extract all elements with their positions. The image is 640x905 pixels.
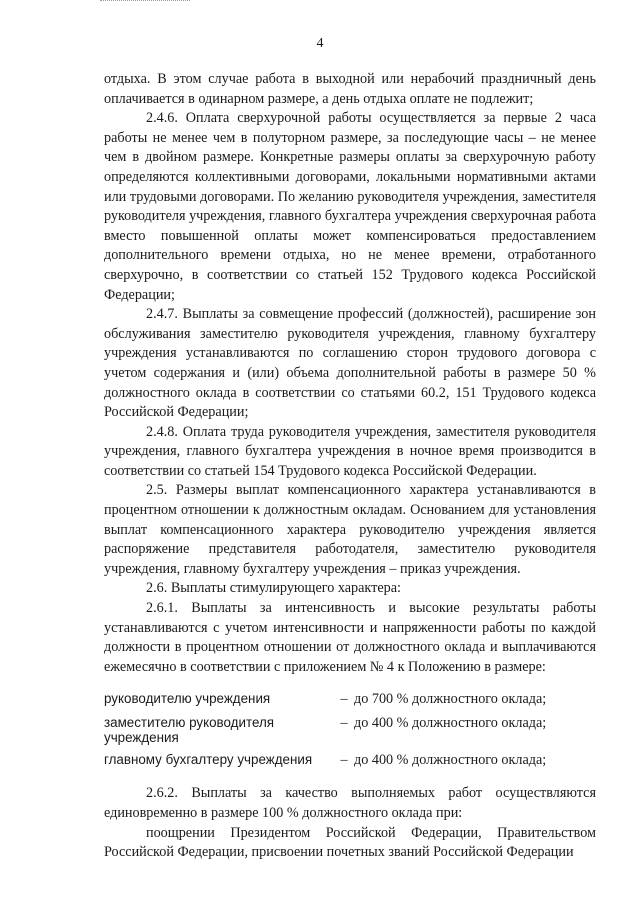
rate-row [104,752,596,769]
rate-position: главному бухгалтеру учреждения [104,752,313,768]
rates-list [104,691,596,769]
paragraph: 2.6. Выплаты стимулирующего характера: [146,580,401,597]
paragraph: 2.6.1. Выплаты за интенсивность и высокие результаты работы устанавливаются с учетом интенсивности и напряженности работы по каждой должности в процентном отношении от должностного оклада и выплачиваются ежемесячно в соответствии с приложением № 4 к Положению в размере: [104,600,596,675]
rate-row [104,715,596,745]
paragraph: поощрении Президентом Российской Федерации, Правительством Российской Федерации, присвоении почетных званий Российской Федерации [104,824,596,861]
scan-mark [100,0,190,5]
rate-dash: – [340,691,348,708]
rate-amount: до 400 % должностного оклада; [354,752,547,769]
paragraph: 2.6.2. Выплаты за качество выполняемых работ осуществляются единовременно в размере 100 % должностного оклада при: [104,785,596,821]
paragraph: отдыха. В этом случае работа в выходной или нерабочий праздничный день оплачивается в одинарном размере, а день отдыха оплате не подлежит; [104,71,596,107]
rate-dash: – [340,715,348,732]
rate-dash: – [340,752,348,769]
rate-amount: до 700 % должностного оклада; [354,691,547,708]
rate-position: руководителю учреждения [104,691,271,707]
rate-amount: до 400 % должностного оклада; [354,715,547,732]
paragraph: 2.5. Размеры выплат компенсационного характера устанавливаются в процентном отношении к должностным окладам. Основанием для установления выплат компенсационного характера руководителю учреждения является распоряжение представителя работодателя, заместителю руководителя учреждения, главному бухгалтеру учреждения – приказ учреждения. [104,482,596,577]
page-number: 4 [316,36,324,51]
rate-position: заместителю руководителя учреждения [104,715,275,746]
rate-row [104,691,596,708]
document-body [104,70,596,863]
paragraph: 2.4.7. Выплаты за совмещение профессий (должностей), расширение зон обслуживания заместителю руководителя учреждения, главному бухгалтеру учреждения устанавливаются по соглашению сторон трудового договора с учетом содержания и (или) объема дополнительной работы в размере 50 % должностного оклада в соответствии со статьями 60.2, 151 Трудового кодекса Российской Федерации; [104,306,596,421]
paragraph: 2.4.6. Оплата сверхурочной работы осуществляется за первые 2 часа работы не менее чем в полуторном размере, за последующие часы – не менее чем в двойном размере. Конкретные размеры оплаты за сверхурочную работу определяются коллективными договорами, локальными нормативными актами или трудовыми договорами. По желанию руководителя учреждения, заместителя руководителя учреждения, главного бухгалтера учреждения сверхурочная работа вместо повышенной оплаты может компенсироваться предоставлением дополнительного времени отдыха, но не менее времени, отработанного сверхурочно, в соответствии со статьей 152 Трудового кодекса Российской Федерации; [104,110,596,303]
paragraph: 2.4.8. Оплата труда руководителя учреждения, заместителя руководителя учреждения, главного бухгалтера учреждения в ночное время производится в соответствии со статьей 154 Трудового кодекса Российской Федерации. [104,423,596,479]
